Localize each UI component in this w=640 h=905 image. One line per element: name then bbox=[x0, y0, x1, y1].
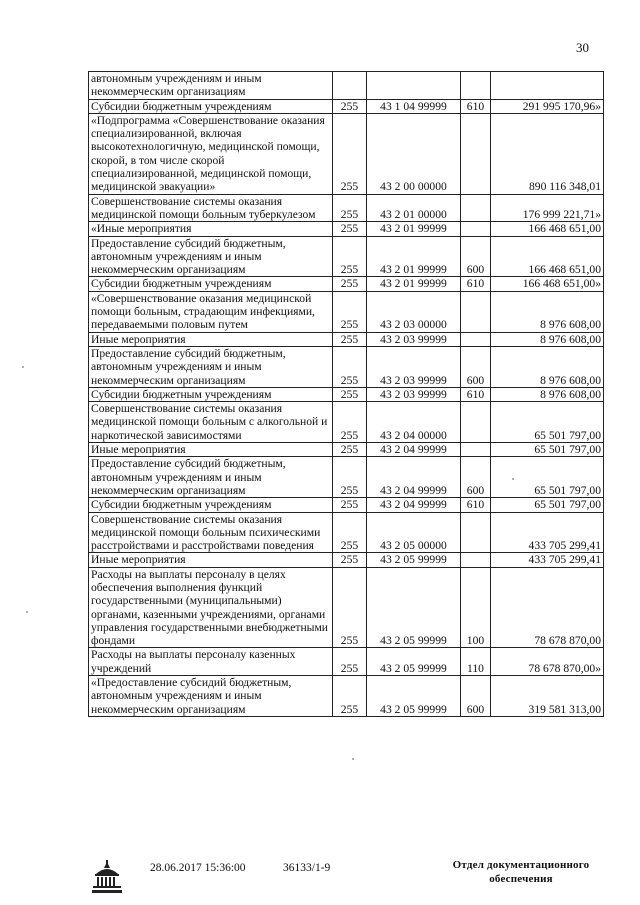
row-amount-cell: 8 976 608,00 bbox=[491, 291, 604, 332]
row-code-cell: 255 bbox=[333, 194, 367, 222]
row-amount-cell: 319 581 313,00 bbox=[491, 676, 604, 717]
row-code-cell: 255 bbox=[333, 648, 367, 676]
row-code-cell: 255 bbox=[333, 567, 367, 648]
row-csr-cell: 43 2 04 99999 bbox=[367, 443, 461, 457]
page-number: 30 bbox=[576, 40, 589, 55]
row-vr-cell bbox=[461, 72, 491, 100]
table-row bbox=[89, 291, 604, 332]
row-csr-cell: 43 2 04 99999 bbox=[367, 457, 461, 498]
row-code-cell: 255 bbox=[333, 512, 367, 553]
row-vr-cell: 600 bbox=[461, 457, 491, 498]
row-vr-cell: 110 bbox=[461, 648, 491, 676]
row-csr-cell bbox=[367, 72, 461, 100]
row-vr-cell bbox=[461, 512, 491, 553]
row-name-cell: Субсидии бюджетным учреждениям bbox=[89, 498, 333, 512]
row-vr-cell: 610 bbox=[461, 99, 491, 113]
row-amount-cell: 78 678 870,00» bbox=[491, 648, 604, 676]
row-csr-cell: 43 1 04 99999 bbox=[367, 99, 461, 113]
row-code-cell: 255 bbox=[333, 277, 367, 291]
table-row bbox=[89, 387, 604, 401]
row-code-cell: 255 bbox=[333, 99, 367, 113]
row-code-cell: 255 bbox=[333, 553, 367, 567]
row-vr-cell: 600 bbox=[461, 676, 491, 717]
row-vr-cell: 610 bbox=[461, 277, 491, 291]
department-line-1: Отдел документационного bbox=[452, 859, 590, 871]
row-csr-cell: 43 2 05 99999 bbox=[367, 648, 461, 676]
row-csr-cell: 43 2 05 99999 bbox=[367, 567, 461, 648]
row-name-cell: Субсидии бюджетным учреждениям bbox=[89, 277, 333, 291]
row-vr-cell: 610 bbox=[461, 498, 491, 512]
row-code-cell: 255 bbox=[333, 443, 367, 457]
row-csr-cell: 43 2 01 99999 bbox=[367, 222, 461, 236]
row-code-cell: 255 bbox=[333, 236, 367, 277]
row-vr-cell bbox=[461, 194, 491, 222]
table-row bbox=[89, 676, 604, 717]
row-vr-cell: 100 bbox=[461, 567, 491, 648]
row-name-cell: Совершенствование системы оказания медицинской помощи больным туберкулезом bbox=[89, 194, 333, 222]
row-amount-cell: 8 976 608,00 bbox=[491, 332, 604, 346]
row-name-cell: Предоставление субсидий бюджетным, автономным учреждениям и иным некоммерческим организациям bbox=[89, 346, 333, 387]
row-amount-cell bbox=[491, 72, 604, 100]
row-csr-cell: 43 2 04 99999 bbox=[367, 498, 461, 512]
row-vr-cell bbox=[461, 553, 491, 567]
row-code-cell: 255 bbox=[333, 332, 367, 346]
table-row bbox=[89, 332, 604, 346]
row-csr-cell: 43 2 00 00000 bbox=[367, 113, 461, 194]
footer bbox=[0, 858, 640, 898]
row-code-cell: 255 bbox=[333, 346, 367, 387]
table-row bbox=[89, 567, 604, 648]
scan-speck bbox=[512, 478, 514, 480]
row-csr-cell: 43 2 04 00000 bbox=[367, 402, 461, 443]
row-name-cell: «Предоставление субсидий бюджетным, автономным учреждениям и иным некоммерческим организациям bbox=[89, 676, 333, 717]
row-name-cell: Иные мероприятия bbox=[89, 332, 333, 346]
table-row bbox=[89, 222, 604, 236]
row-code-cell: 255 bbox=[333, 402, 367, 443]
duma-building-logo-icon bbox=[90, 860, 124, 894]
row-code-cell: 255 bbox=[333, 457, 367, 498]
row-code-cell: 255 bbox=[333, 113, 367, 194]
row-name-cell: Иные мероприятия bbox=[89, 443, 333, 457]
row-name-cell: Расходы на выплаты персоналу в целях обеспечения выполнения функций государственными (муниципальными) органами, казенными учреждениями, органами управления государственными внебюджетными фондами bbox=[89, 567, 333, 648]
row-vr-cell bbox=[461, 443, 491, 457]
department-line-2: обеспечения bbox=[489, 873, 553, 885]
row-name-cell: «Подпрограмма «Совершенствование оказания специализированной, включая высокотехнологичную, медицинской помощи, скорой, в том числе скорой специализированной, медицинской помощи, медицинской эвакуации» bbox=[89, 113, 333, 194]
row-name-cell: «Иные мероприятия bbox=[89, 222, 333, 236]
table-row bbox=[89, 236, 604, 277]
row-code-cell: 255 bbox=[333, 222, 367, 236]
table-row bbox=[89, 277, 604, 291]
table-row bbox=[89, 443, 604, 457]
row-csr-cell: 43 2 05 00000 bbox=[367, 512, 461, 553]
row-amount-cell: 291 995 170,96» bbox=[491, 99, 604, 113]
row-name-cell: Расходы на выплаты персоналу казенных учреждений bbox=[89, 648, 333, 676]
table-row bbox=[89, 346, 604, 387]
row-amount-cell: 166 468 651,00» bbox=[491, 277, 604, 291]
row-amount-cell: 78 678 870,00 bbox=[491, 567, 604, 648]
row-name-cell: автономным учреждениям и иным некоммерческим организациям bbox=[89, 72, 333, 100]
row-csr-cell: 43 2 01 99999 bbox=[367, 277, 461, 291]
table-row bbox=[89, 194, 604, 222]
row-vr-cell bbox=[461, 291, 491, 332]
row-csr-cell: 43 2 01 99999 bbox=[367, 236, 461, 277]
row-name-cell: Предоставление субсидий бюджетным, автономным учреждениям и иным некоммерческим организациям bbox=[89, 457, 333, 498]
row-vr-cell bbox=[461, 332, 491, 346]
row-csr-cell: 43 2 05 99999 bbox=[367, 553, 461, 567]
row-amount-cell: 8 976 608,00 bbox=[491, 346, 604, 387]
row-amount-cell: 890 116 348,01 bbox=[491, 113, 604, 194]
row-code-cell: 255 bbox=[333, 676, 367, 717]
row-amount-cell: 176 999 221,71» bbox=[491, 194, 604, 222]
row-code-cell: 255 bbox=[333, 498, 367, 512]
row-csr-cell: 43 2 03 99999 bbox=[367, 332, 461, 346]
scan-speck bbox=[352, 758, 354, 760]
row-csr-cell: 43 2 03 99999 bbox=[367, 387, 461, 401]
document-number: 36133/1-9 bbox=[283, 862, 331, 874]
row-csr-cell: 43 2 01 00000 bbox=[367, 194, 461, 222]
row-amount-cell: 65 501 797,00 bbox=[491, 498, 604, 512]
row-name-cell: Иные мероприятия bbox=[89, 553, 333, 567]
table-row bbox=[89, 457, 604, 498]
row-amount-cell: 166 468 651,00 bbox=[491, 222, 604, 236]
table-row bbox=[89, 512, 604, 553]
scan-speck bbox=[26, 611, 28, 613]
row-name-cell: «Совершенствование оказания медицинской помощи больным, страдающим инфекциями, передаваемыми половым путем bbox=[89, 291, 333, 332]
row-code-cell: 255 bbox=[333, 387, 367, 401]
row-vr-cell: 600 bbox=[461, 236, 491, 277]
row-code-cell: 255 bbox=[333, 291, 367, 332]
table-row bbox=[89, 553, 604, 567]
row-csr-cell: 43 2 03 00000 bbox=[367, 291, 461, 332]
table-row bbox=[89, 113, 604, 194]
row-name-cell: Предоставление субсидий бюджетным, автономным учреждениям и иным некоммерческим организациям bbox=[89, 236, 333, 277]
row-csr-cell: 43 2 03 99999 bbox=[367, 346, 461, 387]
row-amount-cell: 65 501 797,00 bbox=[491, 443, 604, 457]
row-name-cell: Совершенствование системы оказания медицинской помощи больным с алкогольной и наркотической зависимостями bbox=[89, 402, 333, 443]
table-row bbox=[89, 72, 604, 100]
row-code-cell bbox=[333, 72, 367, 100]
row-csr-cell: 43 2 05 99999 bbox=[367, 676, 461, 717]
stamp-timestamp: 28.06.2017 15:36:00 bbox=[150, 862, 246, 874]
row-amount-cell: 65 501 797,00 bbox=[491, 402, 604, 443]
table-row bbox=[89, 99, 604, 113]
row-name-cell: Субсидии бюджетным учреждениям bbox=[89, 387, 333, 401]
row-vr-cell: 610 bbox=[461, 387, 491, 401]
row-name-cell: Совершенствование системы оказания медицинской помощи больным психическими расстройствами и расстройствами поведения bbox=[89, 512, 333, 553]
row-amount-cell: 433 705 299,41 bbox=[491, 512, 604, 553]
row-amount-cell: 8 976 608,00 bbox=[491, 387, 604, 401]
budget-table bbox=[88, 71, 604, 717]
table-row bbox=[89, 648, 604, 676]
row-amount-cell: 65 501 797,00 bbox=[491, 457, 604, 498]
table-row bbox=[89, 402, 604, 443]
row-vr-cell bbox=[461, 402, 491, 443]
scan-speck bbox=[22, 366, 24, 368]
row-vr-cell bbox=[461, 113, 491, 194]
row-name-cell: Субсидии бюджетным учреждениям bbox=[89, 99, 333, 113]
row-vr-cell: 600 bbox=[461, 346, 491, 387]
table-row bbox=[89, 498, 604, 512]
row-amount-cell: 166 468 651,00 bbox=[491, 236, 604, 277]
department-stamp bbox=[448, 858, 594, 886]
row-amount-cell: 433 705 299,41 bbox=[491, 553, 604, 567]
budget-table-body bbox=[89, 72, 604, 717]
row-vr-cell bbox=[461, 222, 491, 236]
